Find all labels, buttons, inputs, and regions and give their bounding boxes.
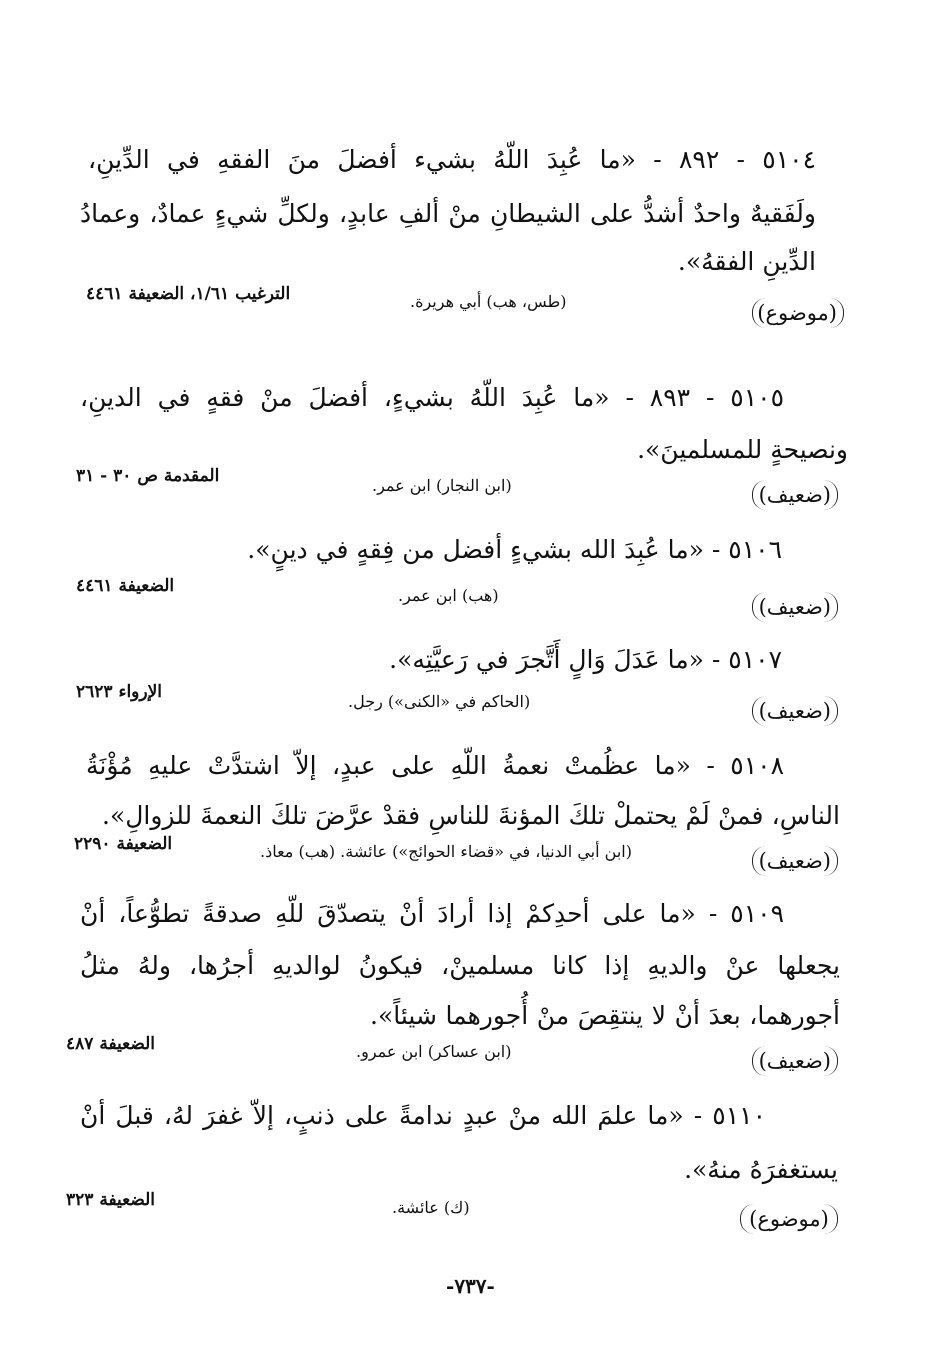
- entry-5106-grade: (ضعيف): [752, 592, 838, 622]
- entry-5110-reference: الضعيفة ٣٢٣: [66, 1190, 156, 1210]
- entry-5110-line-2: يستغفرَهُ منهُ».: [684, 1155, 838, 1184]
- entry-5104-grade: (موضوع): [752, 298, 844, 328]
- entry-5104-line-2: ولَفَقيهٌ واحدٌ أشدُّ على الشيطانِ منْ ألفِ عابدٍ، ولكلِّ شيءٍ عمادٌ، وعمادُ: [80, 199, 816, 228]
- entry-5105-line-2: ونصيحةٍ للمسلمينَ».: [637, 435, 848, 464]
- entry-5105-grade: (ضعيف): [752, 480, 838, 510]
- entry-5110-line-1: ٥١١٠ - «ما علمَ الله منْ عبدٍ ندامةً على ذنبٍ، إلاّ غفرَ لهُ، قبلَ أنْ: [80, 1101, 766, 1130]
- entry-5107-line-1: ٥١٠٧ - «ما عَدَلَ وَالٍ أَتَّجرَ في رَعيَّتِه».: [389, 645, 782, 674]
- entry-5104-source: (طس، هب) أبي هريرة.: [410, 292, 567, 311]
- entry-5108-line-2: الناسِ، فمنْ لَمْ يحتملْ تلكَ المؤنةَ للناسِ فقدْ عرَّضَ تلكَ النعمةَ للزوالِ».: [102, 801, 840, 830]
- entry-5109-line-3: أجورهما، بعدَ أنْ لا ينتقِصَ منْ أُجورهما شيئاً».: [370, 1001, 840, 1030]
- entry-5104-line-3: الدِّينِ الفقهُ».: [677, 247, 816, 276]
- entry-5106-source: (هب) ابن عمر.: [398, 586, 499, 605]
- entry-5105-source: (ابن النجار) ابن عمر.: [372, 476, 512, 495]
- entry-5104-reference: الترغيب ١/٦١، الضعيفة ٤٤٦١: [86, 284, 291, 304]
- entry-5106-reference: الضعيفة ٤٤٦١: [76, 576, 175, 596]
- entry-5109-source: (ابن عساكر) ابن عمرو.: [356, 1042, 512, 1061]
- entry-5105-reference: المقدمة ص ٣٠ - ٣١: [76, 466, 220, 486]
- entry-5110-grade: (موضوع): [740, 1204, 838, 1234]
- entry-5109-line-2: يجعلها عنْ والديهِ إذا كانا مسلمينْ، فيكونُ لوالديهِ أجرُها، ولهُ مثلُ: [80, 951, 840, 980]
- entry-5108-grade: (ضعيف): [752, 846, 838, 876]
- entry-5106-line-1: ٥١٠٦ - «ما عُبِدَ الله بشيءٍ أفضل من فِقهٍ في دينٍ».: [247, 535, 782, 564]
- entry-5107-grade: (ضعيف): [752, 696, 838, 726]
- entry-5108-reference: الضعيفة ٢٢٩٠: [74, 834, 173, 854]
- entry-5109-grade: (ضعيف): [752, 1046, 838, 1076]
- entry-5108-line-1: ٥١٠٨ - «ما عظُمتْ نعمةُ اللّهِ على عبدٍ، إلاّ اشتدَّتْ عليهِ مُؤْنَةُ: [86, 751, 784, 780]
- entry-5110-source: (ك) عائشة.: [392, 1198, 470, 1217]
- entry-5107-source: (الحاكم في «الكنى») رجل.: [348, 692, 531, 711]
- page-number: -٧٣٧-: [446, 1274, 495, 1298]
- entry-5105-line-1: ٥١٠٥ - ٨٩٣ - «ما عُبِدَ اللّهُ بشيءٍ، أفضلَ منْ فقهٍ في الدينِ،: [80, 383, 784, 412]
- entry-5104-line-1: ٥١٠٤ - ٨٩٢ - «ما عُبِدَ اللّهُ بشيء أفضلَ منَ الفقهِ في الدِّينِ،: [88, 145, 816, 174]
- entry-5108-source: (ابن أبي الدنيا، في «قضاء الحوائج») عائشة. (هب) معاذ.: [260, 842, 632, 861]
- entry-5109-reference: الضعيفة ٤٨٧: [66, 1034, 156, 1054]
- entry-5107-reference: الإرواء ٢٦٢٣: [76, 682, 163, 702]
- entry-5109-line-1: ٥١٠٩ - «ما على أحدِكمْ إذا أرادَ أنْ يتصدّقَ للّهِ صدقةً تطوُّعاً، أنْ: [80, 899, 784, 928]
